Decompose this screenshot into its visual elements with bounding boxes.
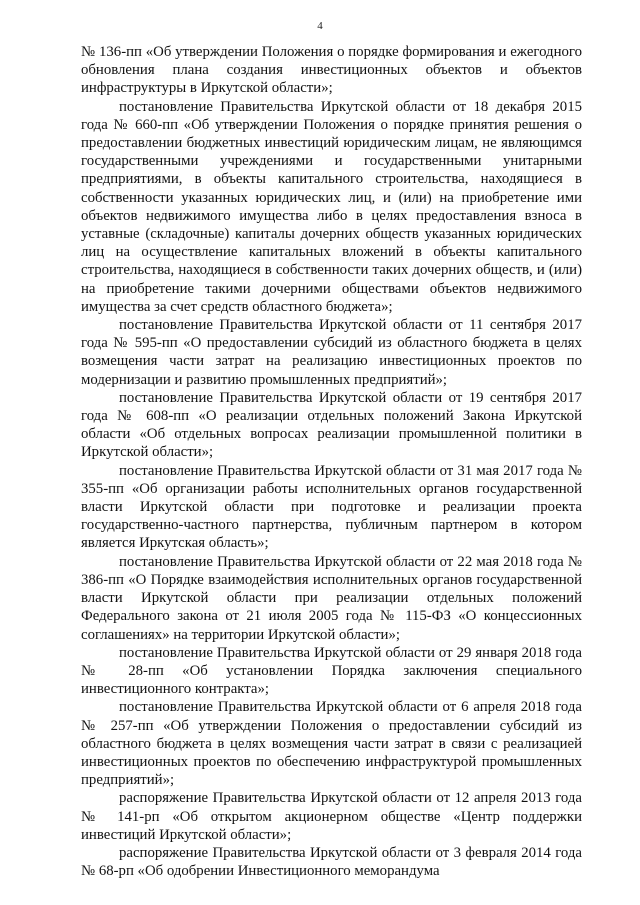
paragraph: распоряжение Правительства Иркутской области от 12 апреля 2013 года № 141-рп «Об открытом акционерном обществе «Центр поддержки инвестиций Иркутской области»; [81,790,582,843]
paragraph: постановление Правительства Иркутской области от 22 мая 2018 года № 386-пп «О Порядке взаимодействия исполнительных органов государственной власти Иркутской области при реализации отдельных положений Федерального закона от 21 июля 2005 года № 115-ФЗ «О концессионных соглашениях» на территории Иркутской области»; [81,553,582,643]
paragraph: постановление Правительства Иркутской области от 19 сентября 2017 года № 608-пп «О реализации отдельных положений Закона Иркутской области «Об отдельных вопросах реализации промышленной политики в Иркутской области»; [81,389,582,461]
paragraph: постановление Правительства Иркутской области от 6 апреля 2018 года № 257-пп «Об утверждении Положения о предоставлении субсидий из областного бюджета в целях возмещения части затрат в связи с реализацией инвестиционных проектов по обеспечению инфраструктурой промышленных предприятий»; [81,699,582,789]
paragraph-continuation: № 136-пп «Об утверждении Положения о порядке формирования и ежегодного обновления плана создания инвестиционных объектов и объектов инфраструктуры в Иркутской области»; [81,44,582,97]
paragraph: постановление Правительства Иркутской области от 29 января 2018 года № 28-пп «Об установлении Порядка заключения специального инвестиционного контракта»; [81,644,582,698]
paragraph: постановление Правительства Иркутской области от 18 декабря 2015 года № 660-пп «Об утверждении Положения о порядке принятия решения о предоставлении бюджетных инвестиций юридическим лицам, не являющимся государственными учреждениями и государственными унитарными предприятиями, в объекты капитального строительства, находящиеся в собственности указанных юридических лиц, и (или) на приобретение ими объектов недвижимого имущества либо в целях предоставления взноса в уставные (складочные) капиталы дочерних обществ указанных юридических лиц на осуществление капитальных вложений в объекты капитального строительства, находящиеся в собственности таких дочерних обществ, и (или) на приобретение такими дочерними обществами объектов недвижимого имущества за счет средств областного бюджета»; [81,98,582,315]
page-number: 4 [317,20,323,32]
document-body [81,43,582,880]
paragraph: постановление Правительства Иркутской области от 11 сентября 2017 года № 595-пп «О предоставлении субсидий из областного бюджета в целях возмещения части затрат на реализацию инвестиционных проектов по модернизации и развитию промышленных предприятий»; [81,317,582,388]
paragraph: постановление Правительства Иркутской области от 31 мая 2017 года № 355-пп «Об организации работы исполнительных органов государственной власти Иркутской области при подготовке и реализации проекта государственно-частного партнерства, публичным партнером в котором является Иркутская область»; [81,462,582,552]
paragraph: распоряжение Правительства Иркутской области от 3 февраля 2014 года № 68-рп «Об одобрении Инвестиционного меморандума [81,844,582,880]
